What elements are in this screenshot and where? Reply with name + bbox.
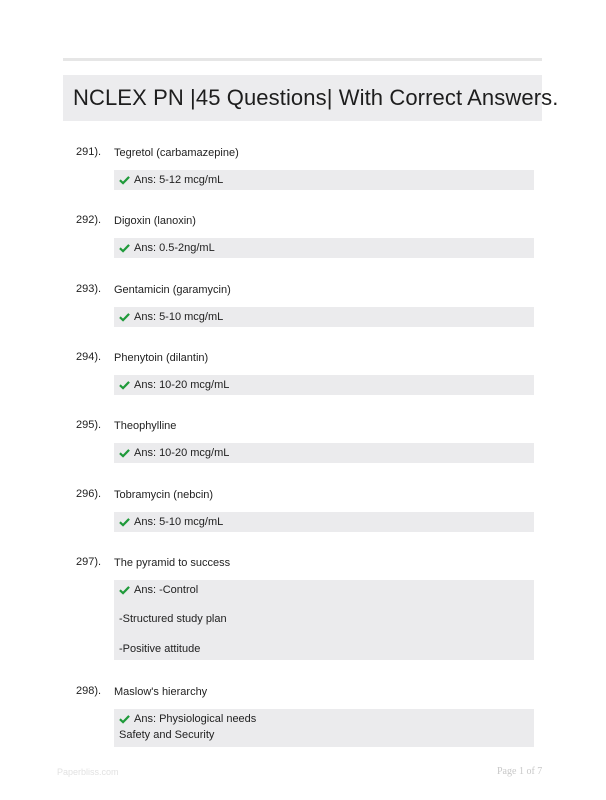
answer-text: Ans: -Control xyxy=(134,584,199,596)
answer-box xyxy=(114,170,534,190)
question-text: Maslow's hierarchy xyxy=(114,686,208,698)
page-number: Page 1 of 7 xyxy=(497,766,543,777)
question-number: 297). xyxy=(76,556,102,568)
answer-box xyxy=(114,512,534,532)
answer-box xyxy=(114,709,534,747)
answer-text: Ans: 5-10 mcg/mL xyxy=(134,311,224,323)
answer-box xyxy=(114,307,534,327)
answer-extra-line: -Positive attitude xyxy=(119,643,201,655)
question-number: 294). xyxy=(76,351,102,363)
checkmark-icon xyxy=(119,517,130,527)
question-text: Gentamicin (garamycin) xyxy=(114,284,231,296)
answer-extra-line: Safety and Security xyxy=(119,729,215,741)
answer-text: Ans: 5-12 mcg/mL xyxy=(134,174,224,186)
question-number: 298). xyxy=(76,685,102,697)
answer-box xyxy=(114,443,534,463)
question-text: Theophylline xyxy=(114,420,177,432)
question-number: 292). xyxy=(76,214,102,226)
answer-box xyxy=(114,238,534,258)
question-number: 291). xyxy=(76,146,102,158)
question-text: Phenytoin (dilantin) xyxy=(114,352,209,364)
checkmark-icon xyxy=(119,714,130,724)
page-title: NCLEX PN |45 Questions| With Correct Answers. xyxy=(73,85,559,110)
checkmark-icon xyxy=(119,175,130,185)
answer-extra-line: -Structured study plan xyxy=(119,613,227,625)
answer-text: Ans: 0.5-2ng/mL xyxy=(134,242,215,254)
question-number: 295). xyxy=(76,419,102,431)
answer-text: Ans: 10-20 mcg/mL xyxy=(134,379,230,391)
question-number: 293). xyxy=(76,283,102,295)
answer-box xyxy=(114,375,534,395)
checkmark-icon xyxy=(119,585,130,595)
answer-text: Ans: 5-10 mcg/mL xyxy=(134,516,224,528)
footer-watermark: Paperbliss.com xyxy=(57,767,119,777)
question-number: 296). xyxy=(76,488,102,500)
top-divider xyxy=(63,58,542,61)
question-text: Digoxin (lanoxin) xyxy=(114,215,196,227)
answer-box xyxy=(114,580,534,660)
question-text: Tobramycin (nebcin) xyxy=(114,489,214,501)
checkmark-icon xyxy=(119,243,130,253)
question-text: The pyramid to success xyxy=(114,557,231,569)
answer-text: Ans: 10-20 mcg/mL xyxy=(134,447,230,459)
checkmark-icon xyxy=(119,312,130,322)
answer-text: Ans: Physiological needs xyxy=(134,713,257,725)
question-text: Tegretol (carbamazepine) xyxy=(114,147,239,159)
checkmark-icon xyxy=(119,380,130,390)
title-box xyxy=(63,75,559,121)
checkmark-icon xyxy=(119,448,130,458)
